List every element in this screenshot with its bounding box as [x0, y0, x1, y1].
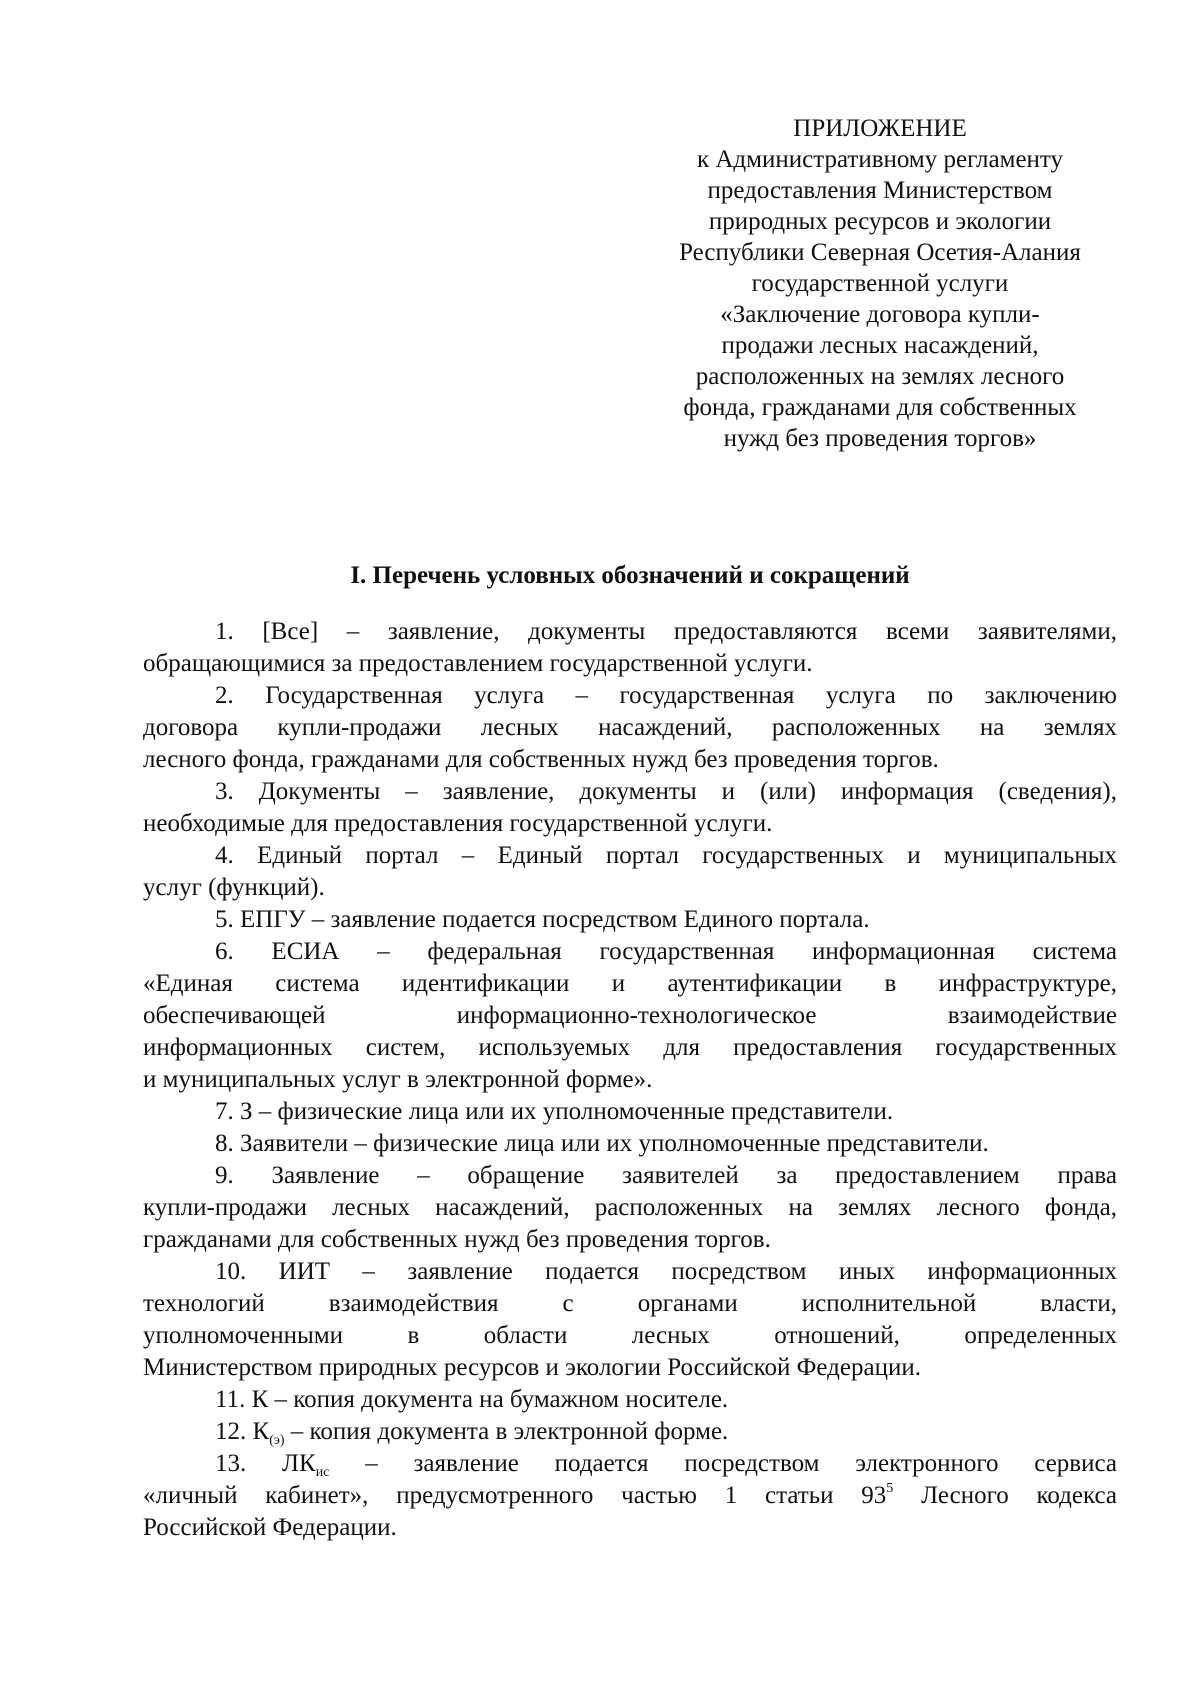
- definition-item-9: [143, 1160, 1117, 1256]
- appendix-line: расположенных на землях лесного: [695, 363, 1065, 390]
- appendix-line: продажи лесных насаждений,: [721, 332, 1039, 359]
- appendix-line: нужд без проведения торгов»: [723, 425, 1037, 452]
- item-line: купли-продажи лесных насаждений, расположенных на землях лесного фонда,: [143, 1194, 1117, 1221]
- appendix-line: предоставления Министерством: [707, 177, 1053, 204]
- appendix-header: [640, 113, 1120, 454]
- definition-item-6: [143, 936, 1117, 1096]
- item-line: 4. Единый портал – Единый портал государственных и муниципальных: [215, 842, 1117, 869]
- subscript: (э): [269, 1433, 285, 1448]
- appendix-line: Республики Северная Осетия-Алания: [679, 239, 1081, 266]
- item-line: Министерством природных ресурсов и экологии Российской Федерации.: [143, 1354, 921, 1381]
- item-line: информационных систем, используемых для предоставления государственных: [143, 1034, 1117, 1061]
- appendix-line: государственной услуги: [751, 270, 1009, 297]
- definition-item-12: [143, 1416, 1117, 1448]
- item-line: 11. К – копия документа на бумажном носителе.: [215, 1386, 729, 1413]
- definition-item-4: [143, 840, 1117, 904]
- item-line: [143, 1480, 1117, 1512]
- appendix-line: фонда, гражданами для собственных: [683, 394, 1077, 421]
- item-line: обращающимися за предоставлением государственной услуги.: [143, 650, 813, 677]
- item-line: 6. ЕСИА – федеральная государственная информационная система: [215, 938, 1117, 965]
- item-line: обеспечивающей информационно-технологическое взаимодействие: [143, 1002, 1117, 1029]
- item-line: 8. Заявители – физические лица или их уполномоченные представители.: [215, 1130, 989, 1157]
- item-line: необходимые для предоставления государственной услуги.: [143, 810, 773, 837]
- item-text: Лесного кодекса: [893, 1482, 1117, 1509]
- item-line: 9. Заявление – обращение заявителей за предоставлением права: [215, 1162, 1117, 1189]
- item-line: лесного фонда, гражданами для собственных нужд без проведения торгов.: [143, 746, 939, 773]
- item-line: договора купли-продажи лесных насаждений, расположенных на землях: [143, 714, 1117, 741]
- definition-item-5: [143, 904, 1117, 936]
- definition-item-3: [143, 776, 1117, 840]
- item-line: 7. З – физические лица или их уполномоченные представители.: [215, 1098, 894, 1125]
- item-line: уполномоченными в области лесных отношений, определенных: [143, 1322, 1117, 1349]
- definition-item-8: [143, 1128, 1117, 1160]
- item-line: и муниципальных услуг в электронной форме».: [143, 1066, 653, 1093]
- item-line: [143, 1416, 1117, 1448]
- appendix-line: ПРИЛОЖЕНИЕ: [793, 115, 967, 142]
- item-line: 2. Государственная услуга – государственная услуга по заключению: [215, 682, 1117, 709]
- section-title: I. Перечень условных обозначений и сокращений: [350, 562, 910, 589]
- definitions-list: [143, 616, 1117, 1544]
- subscript: ис: [315, 1465, 330, 1480]
- item-text: – копия документа в электронной форме.: [284, 1418, 729, 1445]
- item-line: 3. Документы – заявление, документы и (или) информация (сведения),: [215, 778, 1117, 805]
- item-line: 10. ИИТ – заявление подается посредством иных информационных: [215, 1258, 1117, 1285]
- appendix-line: к Административному регламенту: [696, 146, 1064, 173]
- superscript: 5: [886, 1481, 894, 1496]
- item-prefix: 12. К: [215, 1418, 270, 1445]
- definition-item-1: [143, 616, 1117, 680]
- item-line: 1. [Все] – заявление, документы предоставляются всеми заявителями,: [215, 618, 1117, 645]
- item-text: «личный кабинет», предусмотренного частью 1 статьи 93: [143, 1482, 887, 1509]
- item-text: – заявление подается посредством электронного сервиса: [329, 1450, 1117, 1477]
- item-prefix: 13. ЛК: [215, 1450, 316, 1477]
- definition-item-10: [143, 1256, 1117, 1384]
- item-line: технологий взаимодействия с органами исполнительной власти,: [143, 1290, 1117, 1317]
- definition-item-11: [143, 1384, 1117, 1416]
- item-line: 5. ЕПГУ – заявление подается посредством Единого портала.: [215, 906, 870, 933]
- item-line: услуг (функций).: [143, 874, 325, 901]
- definition-item-13: [143, 1448, 1117, 1544]
- item-line: «Единая система идентификации и аутентификации в инфраструктуре,: [143, 970, 1117, 997]
- item-line: [143, 1448, 1117, 1480]
- appendix-line: «Заключение договора купли-: [720, 301, 1040, 328]
- appendix-line: природных ресурсов и экологии: [708, 208, 1052, 235]
- definition-item-7: [143, 1096, 1117, 1128]
- definition-item-2: [143, 680, 1117, 776]
- item-line: Российской Федерации.: [143, 1514, 397, 1541]
- item-line: гражданами для собственных нужд без проведения торгов.: [143, 1226, 771, 1253]
